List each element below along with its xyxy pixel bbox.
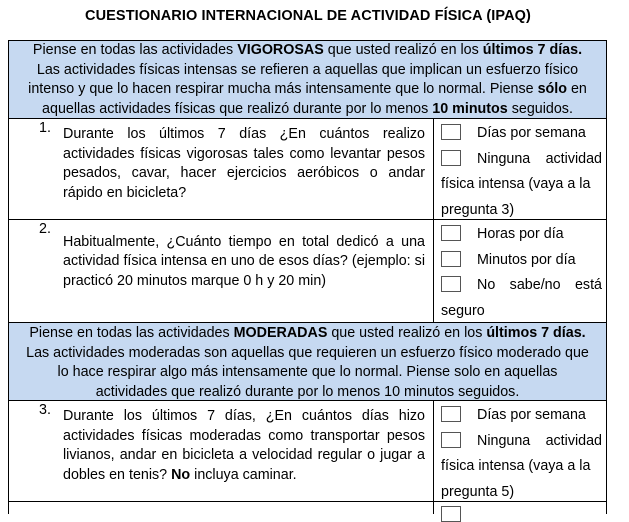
option-continuation: pregunta 3) bbox=[441, 201, 515, 218]
band-line: actividades que realizó durante por lo menos 10 minutos seguidos. bbox=[95, 383, 520, 400]
question-cell bbox=[9, 401, 434, 501]
checkbox-partial[interactable] bbox=[441, 506, 461, 522]
answer-cell bbox=[434, 401, 606, 501]
checkbox-no-activity[interactable] bbox=[441, 432, 461, 448]
checkbox-no-activity[interactable] bbox=[441, 150, 461, 166]
option-days-per-week: Días por semana bbox=[441, 403, 602, 429]
question-row-4-partial bbox=[9, 502, 606, 514]
option-no-activity: Ninguna actividad bbox=[441, 429, 602, 455]
answer-cell bbox=[434, 502, 606, 514]
option-days-per-week: Días por semana bbox=[441, 121, 602, 147]
question-row-3 bbox=[9, 401, 606, 502]
question-cell bbox=[9, 502, 434, 514]
question-text: Habitualmente, ¿Cuánto tiempo en total dedicó a una actividad física intensa en uno de esos días? (ejemplo: si practicó 20 minutos marque 0 h y 20 min) bbox=[63, 233, 425, 289]
option-continuation: seguro bbox=[441, 302, 485, 319]
question-cell bbox=[9, 220, 434, 322]
question-text: Durante los últimos 7 días ¿En cuántos realizo actividades físicas vigorosas tales como levantar pesos pesados, cavar, hacer ejercicios aeróbicos o andar rápido en bicicleta? bbox=[63, 126, 425, 201]
question-row-1 bbox=[9, 119, 606, 220]
questionnaire-table bbox=[8, 40, 607, 514]
question-row-2 bbox=[9, 220, 606, 323]
checkbox-minutes-per-day[interactable] bbox=[441, 251, 461, 267]
checkbox-dont-know[interactable] bbox=[441, 276, 461, 292]
option-hours-per-day: Horas por día bbox=[441, 222, 602, 248]
vigorous-instructions-band bbox=[9, 41, 606, 119]
band-line: intenso y que lo hacen respirar mucha más intensamente que lo normal. Piense sólo en bbox=[28, 81, 587, 97]
question-number: 1. bbox=[39, 120, 51, 136]
question-text: Durante los últimos 7 días, ¿En cuántos días hizo actividades físicas moderadas como transportar pesos livianos, andar en bicicleta a velocidad regular o jugar a dobles en tenis? No incluya caminar. bbox=[63, 408, 425, 483]
answer-cell bbox=[434, 119, 606, 219]
question-number: 3. bbox=[39, 402, 51, 418]
checkbox-days-per-week[interactable] bbox=[441, 124, 461, 140]
question-cell bbox=[9, 119, 434, 219]
option-continuation: física intensa (vaya a la bbox=[441, 458, 591, 474]
band-line: Las actividades físicas intensas se refieren a aquellas que implican un esfuerzo físico bbox=[36, 61, 579, 78]
option-continuation: física intensa (vaya a la bbox=[441, 176, 591, 192]
checkbox-days-per-week[interactable] bbox=[441, 406, 461, 422]
option-dont-know: No sabe/no está bbox=[441, 273, 602, 299]
band-line: lo hace respirar algo más intensamente que lo normal. Piense solo en aquellas bbox=[57, 364, 558, 380]
checkbox-hours-per-day[interactable] bbox=[441, 225, 461, 241]
band-line: aquellas actividades físicas que realizó durante por lo menos 10 minutos seguidos. bbox=[42, 100, 573, 117]
moderate-instructions-band bbox=[9, 323, 606, 401]
band-line: Las actividades moderadas son aquellas que requieren un esfuerzo físico moderado que bbox=[26, 344, 589, 361]
band-line: Piense en todas las actividades MODERADAS que usted realizó en los últimos 7 días. bbox=[29, 325, 586, 341]
question-number: 2. bbox=[39, 221, 51, 237]
document-title: CUESTIONARIO INTERNACIONAL DE ACTIVIDAD FÍSICA (IPAQ) bbox=[85, 8, 531, 24]
option-no-activity: Ninguna actividad bbox=[441, 147, 602, 173]
option-minutes-per-day: Minutos por día bbox=[441, 248, 602, 274]
answer-cell bbox=[434, 220, 606, 322]
option-continuation: pregunta 5) bbox=[441, 483, 515, 500]
band-line: Piense en todas las actividades VIGOROSAS que usted realizó en los últimos 7 días. bbox=[32, 42, 583, 58]
